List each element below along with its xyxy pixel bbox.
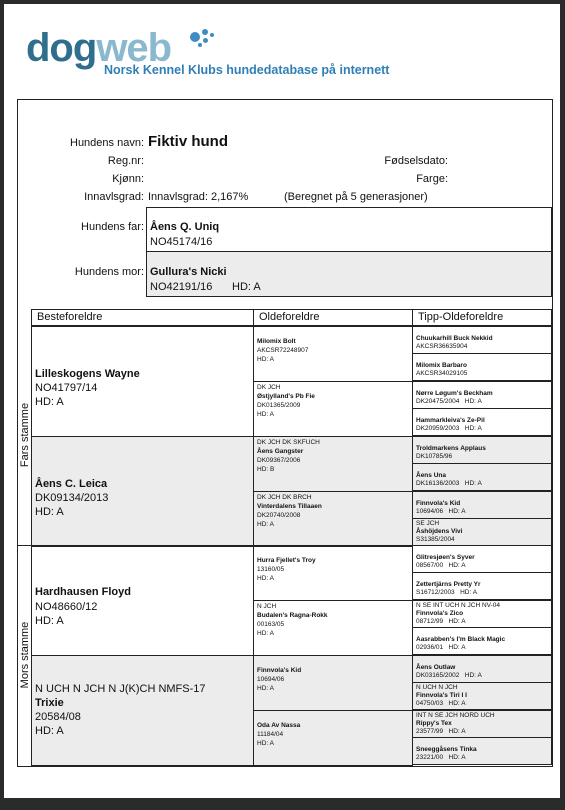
greatgrandparent-cell [253, 491, 413, 547]
grandparent-cell [31, 545, 254, 656]
g2-cell [412, 600, 552, 628]
father-regnr: NO45174/16 [150, 236, 213, 248]
g2-regnr: AKCSR34029105 [416, 370, 468, 377]
ggp-regnr: DK09367/2006 [257, 457, 301, 464]
g2-cell [412, 326, 552, 354]
g2-regnr: DK10785/96 [416, 453, 453, 460]
g2-name[interactable]: Nørre Løgum's Beckham [416, 390, 493, 397]
g2-regnr: 10694/06 [416, 508, 444, 515]
g2-regnr: AKCSR36635904 [416, 343, 468, 350]
birth-label: Fødselsdato: [384, 155, 448, 167]
grandparent-cell [31, 436, 254, 547]
mors-stamme-label: Mors stamme [18, 545, 32, 765]
g2-hd: HD: A [448, 728, 466, 735]
logo-dots-icon [186, 28, 216, 54]
g2-name[interactable]: Sneeggåsens Tinka [416, 746, 477, 753]
g2-regnr: S16712/2003 [416, 589, 455, 596]
grandparent-hd: HD: A [35, 506, 64, 518]
greatgrandparent-cell [253, 381, 413, 437]
g2-regnr: DK16136/2003 [416, 480, 460, 487]
inbreeding-value: Innavlsgrad: 2,167% [148, 191, 249, 203]
g2-hd: HD: A [448, 508, 466, 515]
g2-title: N SE INT UCH N JCH NV-04 [416, 602, 501, 609]
greatgrandparent-cell [253, 600, 413, 656]
grandparent-regnr: NO41797/14 [35, 382, 98, 394]
header-great2: Tipp-Oldeforeldre [412, 309, 552, 326]
ggp-regnr: DK20740/2008 [257, 512, 301, 519]
greatgrandparent-cell [253, 436, 413, 492]
g2-cell [412, 710, 552, 738]
ggp-name[interactable]: Milomix Bolt [257, 338, 296, 345]
g2-name[interactable]: Hammarkleiva's Ze-Pil [416, 417, 485, 424]
father-label: Hundens far: [81, 221, 144, 233]
ggp-hd: HD: A [257, 740, 274, 747]
g2-regnr: DK20475/2004 [416, 398, 460, 405]
g2-regnr: 23221/00 [416, 754, 444, 761]
ggp-hd: HD: B [257, 466, 275, 473]
g2-cell [412, 682, 552, 710]
ggp-name[interactable]: Budalen's Ragna-Rokk [257, 612, 328, 619]
gender-label: Kjønn: [112, 173, 144, 185]
ggp-regnr: 00163/05 [257, 621, 285, 628]
ggp-regnr: AKCSR72248907 [257, 347, 309, 354]
g2-cell [412, 572, 552, 600]
g2-regnr: 23577/99 [416, 728, 444, 735]
grandparent-cell [31, 326, 254, 437]
ggp-title: DK JCH [257, 384, 281, 391]
ggp-hd: HD: A [257, 356, 274, 363]
header-greatgrandparents: Oldeforeldre [253, 309, 413, 326]
greatgrandparent-cell [253, 326, 413, 382]
logo-wordmark: dogweb [26, 26, 172, 70]
ggp-title: DK JCH DK SKFUCH [257, 439, 320, 446]
g2-name[interactable]: Troldmarkens Applaus [416, 445, 486, 452]
g2-cell [412, 545, 552, 573]
dog-name: Fiktiv hund [148, 133, 228, 150]
g2-title: INT N SE JCH NORD UCH [416, 712, 495, 719]
greatgrandparent-cell [253, 655, 413, 711]
g2-name[interactable]: Åshöjdens Vivi [416, 528, 463, 535]
g2-name[interactable]: Åens Outlaw [416, 664, 456, 671]
mother-box [146, 251, 552, 297]
g2-cell [412, 436, 552, 464]
dogweb-logo[interactable] [26, 26, 406, 81]
ggp-title: DK JCH DK BRCH [257, 494, 312, 501]
g2-cell [412, 408, 552, 436]
g2-title: N UCH N JCH [416, 684, 458, 691]
g2-hd: HD: A [464, 672, 482, 679]
g2-cell [412, 627, 552, 655]
inbreeding-note: (Beregnet på 5 generasjoner) [284, 191, 428, 203]
grandparent-regnr: NO48660/12 [35, 601, 98, 613]
g2-name[interactable]: Finnvola's Zico [416, 610, 464, 617]
g2-name[interactable]: Åens Una [416, 472, 446, 479]
g2-regnr: 02936/01 [416, 644, 444, 651]
ggp-title: N JCH [257, 603, 277, 610]
g2-cell [412, 353, 552, 381]
grandparent-title: N UCH N JCH N J(K)CH NMFS-17 [35, 683, 206, 695]
g2-cell [412, 381, 552, 409]
father-box [146, 207, 552, 253]
g2-cell [412, 491, 552, 519]
ggp-name[interactable]: Vinterdalens Tillaaen [257, 503, 322, 510]
g2-hd: HD: A [460, 589, 478, 596]
g2-hd: HD: A [448, 644, 466, 651]
name-label: Hundens navn: [70, 137, 144, 149]
grandparent-regnr: DK09134/2013 [35, 492, 109, 504]
grandparent-hd: HD: A [35, 725, 64, 737]
mother-hd: HD: A [232, 281, 261, 293]
g2-cell [412, 463, 552, 491]
g2-regnr: 08567/00 [416, 562, 444, 569]
ggp-name[interactable]: Oda Av Nassa [257, 722, 301, 729]
grandparent-name[interactable]: Åens C. Leica [35, 478, 108, 490]
ggp-name[interactable]: Finnvola's Kid [257, 667, 302, 674]
g2-cell [412, 655, 552, 683]
g2-regnr: DK03165/2002 [416, 672, 460, 679]
mother-label: Hundens mor: [74, 266, 144, 278]
mother-regnr: NO42191/16 [150, 281, 213, 293]
g2-hd: HD: A [448, 754, 466, 761]
fars-stamme-label: Fars stamme [18, 326, 32, 545]
g2-regnr: 04750/03 [416, 700, 444, 707]
g2-name[interactable]: Glitresjøen's Syver [416, 554, 475, 561]
color-label: Farge: [416, 173, 448, 185]
g2-name[interactable]: Chuukarhill Buck Nekkid [416, 335, 493, 342]
greatgrandparent-cell [253, 710, 413, 766]
g2-title: SE JCH [416, 520, 440, 527]
grandparent-regnr: 20584/08 [35, 711, 81, 723]
grandparent-name[interactable]: Hardhausen Floyd [35, 586, 131, 598]
inbreeding-label: Innavlsgrad: [84, 191, 144, 203]
ggp-hd: HD: A [257, 575, 274, 582]
ggp-hd: HD: A [257, 685, 274, 692]
g2-hd: HD: A [464, 425, 482, 432]
g2-hd: HD: A [448, 618, 466, 625]
ggp-hd: HD: A [257, 411, 274, 418]
g2-cell [412, 737, 552, 765]
mother-name[interactable]: Gullura's Nicki [150, 266, 227, 278]
logo-subtitle: Norsk Kennel Klubs hundedatabase på internett [104, 63, 390, 77]
grandparent-name[interactable]: Trixie [35, 697, 64, 709]
g2-hd: HD: A [448, 700, 466, 707]
g2-name[interactable]: Zettertjärns Pretty Yr [416, 581, 481, 588]
father-name[interactable]: Åens Q. Uniq [150, 221, 220, 233]
ggp-name[interactable]: Åens Gangster [257, 448, 304, 455]
g2-cell [412, 518, 552, 546]
g2-name[interactable]: Rippy's Tex [416, 720, 452, 727]
g2-regnr: DK20959/2003 [416, 425, 460, 432]
grandparent-hd: HD: A [35, 396, 64, 408]
greatgrandparent-cell [253, 545, 413, 601]
ggp-regnr: 13160/05 [257, 566, 285, 573]
header-grandparents: Besteforeldre [31, 309, 254, 326]
g2-regnr: 08712/99 [416, 618, 444, 625]
pedigree-sheet [17, 99, 553, 767]
g2-hd: HD: A [464, 480, 482, 487]
ggp-name[interactable]: Østjylland's Pb Fie [257, 393, 315, 400]
ggp-hd: HD: A [257, 630, 274, 637]
ggp-hd: HD: A [257, 521, 274, 528]
g2-hd: HD: A [448, 562, 466, 569]
regnr-label: Reg.nr: [107, 155, 144, 167]
grandparent-cell [31, 655, 254, 766]
g2-regnr: S31385/2004 [416, 536, 455, 543]
g2-name[interactable]: Finnvola's Kid [416, 500, 461, 507]
g2-name[interactable]: Aasrabben's I'm Black Magic [416, 636, 506, 643]
g2-name[interactable]: Finnvola's Tiri I I [416, 692, 467, 699]
ggp-regnr: 10694/06 [257, 676, 285, 683]
pedigree-page [4, 4, 560, 798]
grandparent-name[interactable]: Lilleskogens Wayne [35, 368, 140, 380]
g2-hd: HD: A [464, 398, 482, 405]
ggp-regnr: DK01365/2009 [257, 402, 301, 409]
g2-name[interactable]: Milomix Barbaro [416, 362, 467, 369]
ggp-name[interactable]: Hurra Fjellet's Troy [257, 557, 316, 564]
ggp-regnr: 11184/04 [257, 731, 284, 738]
grandparent-hd: HD: A [35, 615, 64, 627]
